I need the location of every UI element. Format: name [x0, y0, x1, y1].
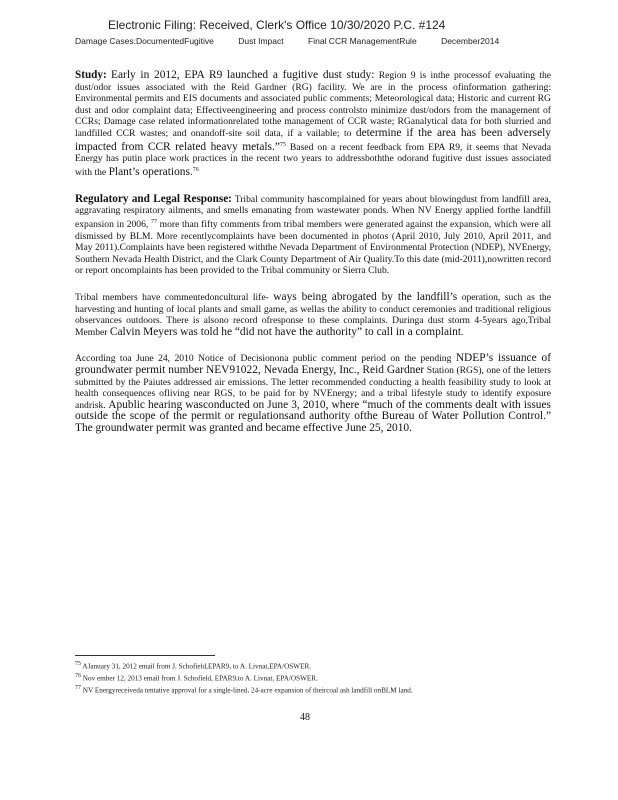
- footnote-ref: 77: [150, 218, 157, 225]
- according-emph1: NDEP’s issuance of groundwater permit number NEV91022, Nevada Energy, Inc., Reid Gardner: [75, 352, 551, 377]
- tribal-end: .: [461, 326, 464, 338]
- running-header-item: Final CCR ManagementRule: [308, 36, 417, 46]
- page-number: 48: [300, 712, 310, 723]
- study-lead: Early in 2012, EPA R9 launched a fugitive dust study:: [111, 69, 375, 81]
- document-body: [75, 70, 551, 450]
- footnote-text: Nov ember 12, 2013 email from J. Schofield, EPAR9,to A. Livnat, EPA/OSWER.: [82, 674, 318, 683]
- study-label: Study:: [75, 69, 107, 81]
- regulatory-label: Regulatory and Legal Response:: [75, 192, 232, 205]
- footnote-number: 75: [75, 661, 81, 667]
- footnote-ref: 75: [279, 141, 286, 148]
- regulatory-paragraph: [75, 194, 551, 277]
- footnote-text: AJanuary 31, 2012 email from J. Schofield,EPAR9, to A. Livnat,EPA/OSWER.: [82, 662, 312, 671]
- filing-stamp: Electronic Filing: Received, Clerk's Office 10/30/2020 P.C. #124: [108, 18, 446, 32]
- footnote-number: 76: [75, 672, 81, 679]
- footnote: [75, 672, 551, 684]
- study-emph1: determine if the area has been adversely impacted from CCR related heavy metals.”: [75, 126, 551, 153]
- running-header: [75, 36, 521, 46]
- footnote-number: 77: [75, 684, 81, 691]
- study-emph2: Plant’s operations.: [108, 166, 193, 179]
- according-text2: Station (RGS), one of the letters submitted by the Paiutes addressed air emissions. The letter recommended conducting a health feasibility study to look at health consequences ofliving near RGS, to be paid for by NVEnergy; and a tribal lifestyle study to identify exposure andrisk.: [75, 365, 551, 411]
- regulatory-text: Tribal community hascomplained for years about blowingdust from landfill area, aggravating respiratory ailments, and smells emanating from wastewater ponds. When NV Energy applied forthe landfill expansion in 2006,: [75, 193, 551, 231]
- footnote-divider: [75, 655, 215, 656]
- running-header-item: December2014: [441, 36, 500, 46]
- tribal-paragraph: [75, 292, 551, 338]
- tribal-emph1: ways being abrogated by the landfill’s: [273, 291, 458, 304]
- footnotes: [75, 660, 551, 696]
- footnote-text: NV Energyreceiveda tentative approval for a single-lined, 24-acre expansion of theircoal ash landfill onBLM land.: [82, 686, 413, 695]
- study-text2: Based on a recent feedback from EPA R9, it seems that Nevada Energy has putin place work practices in the recent two years to addressboththe odorand fugitive dust issues associated with the: [75, 141, 551, 179]
- footnote-ref: 76: [192, 166, 199, 173]
- tribal-text1: Tribal members have commentedoncultural life-: [75, 292, 274, 304]
- running-header-item: Dust Impact: [238, 36, 284, 46]
- study-text1: Region 9 is inthe processof evaluating the dust/odor issues associated with the Reid Gardner (RG) facility. We are in the process ofinformation gathering: Environmental permits and EIS documents and associated public comments; Meteorological data; Historic and current RG dust and odor complaint data; Effectiveengineering and process controlsto minimize dust/odors from the management of CCRs; Damage case related informationrelated tothe management of CCR waste; RGanalytical data for both slurried and landfilled CCR wastes; and onandoff-site soil data, if a vailable; to: [75, 70, 551, 139]
- according-text1: According toa June 24, 2010 Notice of Decisionona public comment period on the pending: [75, 353, 456, 365]
- footnote: [75, 660, 551, 672]
- tribal-emph2: Calvin Meyers was told he “did not have the authority” to call in a complaint: [109, 325, 462, 338]
- footnote: [75, 684, 551, 696]
- regulatory-text2: more than fifty comments from tribal members were generated against the expansion, which were all dismissed by BLM. More recentlycomplaints have been documented in photos (April 2010, July 2010, April 2011, and May 2011).Complaints have been registered withthe Nevada Department of Environmental Protection (NDEP), NVEnergy, Southern Nevada Health District, and the Clark County Department of Air Quality.To this date (mid-2011),nowritten record or report oncomplaints has been provided to the Tribal community or Sierra Club.: [75, 219, 551, 277]
- according-paragraph: [75, 353, 551, 434]
- tribal-text2: operation, such as the harvesting and hunting of local plants and small game, as wellas the ability to conduct ceremonies and traditional religious observances outdoors. There is alsono record ofresponse to these complaints. Duringa dust storm 4-5years ago,Tribal Member: [75, 292, 551, 338]
- according-emph2: Apublic hearing wasconducted on June 3, 2010, where “much of the comments dealt with issues outside the scope of the permit or regulationsand authority ofthe Bureau of Water Pollution Control.” The groundwater permit was granted and became effective June 25, 2010.: [75, 398, 551, 434]
- running-header-item: Damage Cases:DocumentedFugitive: [75, 36, 214, 46]
- study-paragraph: [75, 70, 551, 179]
